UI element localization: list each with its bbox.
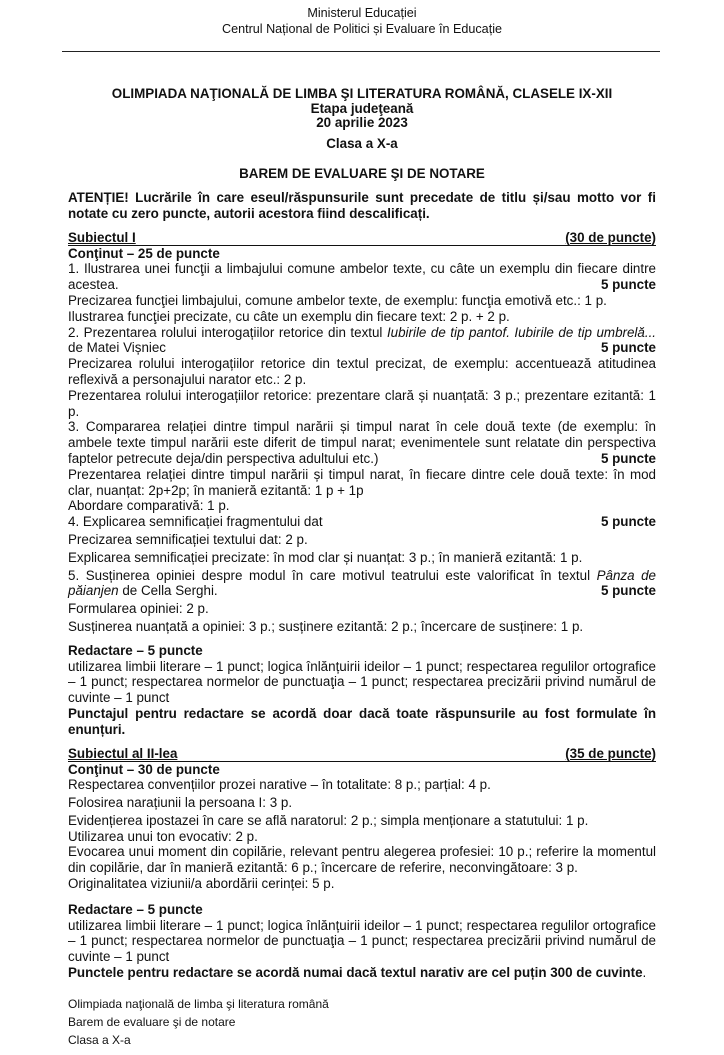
ministry-name: Ministerul Educației xyxy=(307,6,417,20)
section-heading xyxy=(68,762,656,778)
criterion-paragraph xyxy=(68,388,656,420)
section-heading xyxy=(68,190,656,222)
section-heading xyxy=(68,965,656,981)
text-run: Redactare – 5 puncte xyxy=(68,642,203,658)
item-points: 5 puncte xyxy=(600,277,656,293)
section-heading xyxy=(68,246,656,262)
text-run: 3. Compararea relației dintre timpul narării și timpul narat în cele două texte (de exemplu: în ambele texte timpul narării este diferit de timpul narat; evenimentele sunt relatate din perspectiva faptelor petrecute deja/din perspectiva adultului etc.) xyxy=(68,419,656,466)
item-points: 5 puncte xyxy=(600,450,656,466)
text-run: Prezentarea rolului interogațiilor retorice: prezentare clară și nuanțată: 3 p.; prezentare ezitantă: 1 p. xyxy=(68,387,656,419)
criterion-paragraph xyxy=(68,467,656,499)
criterion-paragraph xyxy=(68,498,656,514)
criterion-paragraph xyxy=(68,876,656,892)
criterion-paragraph xyxy=(68,813,656,829)
criterion-paragraph xyxy=(68,844,656,876)
criterion-paragraph xyxy=(68,419,656,466)
subject-points: (35 de puncte) xyxy=(565,745,656,761)
criterion-paragraph xyxy=(68,325,656,357)
section-heading xyxy=(68,643,656,659)
barem-content xyxy=(68,190,656,981)
spacer xyxy=(68,738,656,746)
criterion-paragraph xyxy=(68,261,656,293)
section-heading xyxy=(68,706,656,738)
criterion-paragraph xyxy=(68,795,656,811)
item-points: 5 puncte xyxy=(600,583,656,599)
subject-heading xyxy=(68,746,656,762)
criterion-paragraph xyxy=(68,309,656,325)
text-run: Abordare comparativă: 1 p. xyxy=(68,498,230,514)
text-run: 5. Susținerea opiniei despre modul în care motivul teatrului este valorificat în textul xyxy=(68,567,597,583)
text-run: Conţinut – 25 de puncte xyxy=(68,245,220,261)
text-run: Explicarea semnificației precizate: în mod clar și nuanțat: 3 p.; în manieră ezitantă: 1 p. xyxy=(68,549,583,565)
exam-date: 20 aprilie 2023 xyxy=(316,115,408,130)
text-run: Punctajul pentru redactare se acordă doar dacă toate răspunsurile au fost formulate în enunțuri. xyxy=(68,705,656,737)
criterion-paragraph xyxy=(68,918,656,965)
barem-title: BAREM DE EVALUARE ŞI DE NOTARE xyxy=(239,166,485,181)
criterion-paragraph xyxy=(68,293,656,309)
center-name: Centrul Național de Politici și Evaluare în Educație xyxy=(221,22,502,36)
footer-line: Olimpiada naţională de limba şi literatura română xyxy=(68,996,329,1011)
text-run: Redactare – 5 puncte xyxy=(68,901,203,917)
text-run: de Matei Vișniec xyxy=(68,340,167,356)
document-header xyxy=(0,5,724,37)
olympiad-title: OLIMPIADA NAŢIONALĂ DE LIMBA ŞI LITERATURA ROMÂNĂ, CLASELE IX-XII xyxy=(111,86,613,101)
text-run: Respectarea convențiilor prozei narative – în totalitate: 8 p.; parțial: 4 p. xyxy=(68,777,491,793)
subject-title: Subiectul I xyxy=(68,229,136,245)
footer-line: Clasa a X-a xyxy=(68,1032,131,1047)
text-run: Precizarea semnificației textului dat: 2 p. xyxy=(68,531,308,547)
text-run: 4. Explicarea semnificației fragmentului dat xyxy=(68,514,323,530)
text-run: 1. Ilustrarea unei funcţii a limbajului comune ambelor texte, cu câte un exemplu din fiecare dintre acestea. xyxy=(68,261,656,293)
stage-title: Etapa judeţeană xyxy=(310,100,414,116)
text-run: Conţinut – 30 de puncte xyxy=(68,761,220,777)
text-run: Utilizarea unui ton evocativ: 2 p. xyxy=(68,828,258,844)
document-titles xyxy=(0,87,724,182)
text-title-italic: Iubirile de tip pantof. Iubirile de tip umbrelă... xyxy=(386,324,657,340)
header-divider xyxy=(62,51,660,52)
text-run: 2. Prezentarea rolului interogațiilor retorice din textul xyxy=(68,324,387,340)
text-run: Formularea opiniei: 2 p. xyxy=(68,601,209,617)
text-run: ATENȚIE! Lucrările în care eseul/răspunsurile sunt precedate de titlu și/sau motto vor fi notate cu zero puncte, autorii acestora fiind descalificați. xyxy=(68,190,656,221)
criterion-paragraph xyxy=(68,619,656,635)
criterion-paragraph xyxy=(68,568,656,600)
criterion-paragraph xyxy=(68,777,656,793)
text-title-italic: Pânza de păianjen xyxy=(68,567,656,599)
criterion-paragraph xyxy=(68,356,656,388)
text-run: Evidențierea ipostazei în care se află naratorul: 2 p.; simpla menționare a statutului: 1 p. xyxy=(68,812,589,828)
text-run: . xyxy=(642,965,647,981)
footer-line: Barem de evaluare şi de notare xyxy=(68,1014,236,1029)
text-run: Folosirea narațiunii la persoana I: 3 p. xyxy=(68,795,293,811)
criterion-paragraph xyxy=(68,829,656,845)
criterion-paragraph xyxy=(68,514,656,530)
spacer xyxy=(68,222,656,230)
class-title: Clasa a X-a xyxy=(326,135,398,151)
section-heading xyxy=(68,902,656,918)
text-run: Punctele pentru redactare se acordă numai dacă textul narativ are cel puțin 300 de cuvinte xyxy=(68,965,643,981)
criterion-paragraph xyxy=(68,601,656,617)
text-run: utilizarea limbii literare – 1 punct; logica înlănțuirii ideilor – 1 punct; respectarea regulilor ortografice – 1 punct; respectarea normelor de punctuaţia – 1 punct; respectarea precizării privind numărul de cuvinte – 1 punct xyxy=(68,658,656,706)
document-footer xyxy=(68,995,724,1055)
text-run: utilizarea limbii literare – 1 punct; logica înlănțuirii ideilor – 1 punct; respectarea regulilor ortografice – 1 punct; respectarea normelor de punctuaţia – 1 punct; respectarea precizării privind numărul de cuvinte – 1 punct xyxy=(68,917,656,965)
text-run: Precizarea rolului interogațiilor retorice din textul precizat, de exemplu: accentuează atitudinea reflexivă a personajului narator etc.: 2 p. xyxy=(68,356,656,387)
subject-title: Subiectul al II-lea xyxy=(68,745,178,761)
text-run: Precizarea funcţiei limbajului, comune ambelor texte, de exemplu: funcţia emotivă etc.: 1 p. xyxy=(68,292,607,308)
subject-points: (30 de puncte) xyxy=(565,229,656,245)
text-run: Susținerea nuanțată a opiniei: 3 p.; susținere ezitantă: 2 p.; încercare de susținere: 1 p. xyxy=(68,618,584,634)
subject-heading xyxy=(68,230,656,246)
criterion-paragraph xyxy=(68,532,656,548)
text-run: Originalitatea viziunii/a abordării cerinței: 5 p. xyxy=(68,876,335,892)
spacer xyxy=(68,635,656,643)
text-run: de Cella Serghi. xyxy=(118,583,218,599)
criterion-paragraph xyxy=(68,659,656,706)
text-run: Evocarea unui moment din copilărie, relevant pentru alegerea profesiei: 10 p.; referire la momentul din copilărie, dar în manieră ezitantă: 6 p.; încercare de referire, neconvingătoare: 3 p. xyxy=(68,844,656,876)
text-run: Prezentarea relației dintre timpul narării și timpul narat, în fiecare dintre cele două texte: în mod clar, nuanțat: 2p+2p; în manieră ezitantă: 1 p + 1p xyxy=(68,466,656,498)
item-points: 5 puncte xyxy=(600,514,656,530)
item-points: 5 puncte xyxy=(600,340,656,356)
spacer xyxy=(68,892,656,900)
text-run: Ilustrarea funcţiei precizate, cu câte un exemplu din fiecare text: 2 p. + 2 p. xyxy=(68,308,510,324)
criterion-paragraph xyxy=(68,550,656,566)
